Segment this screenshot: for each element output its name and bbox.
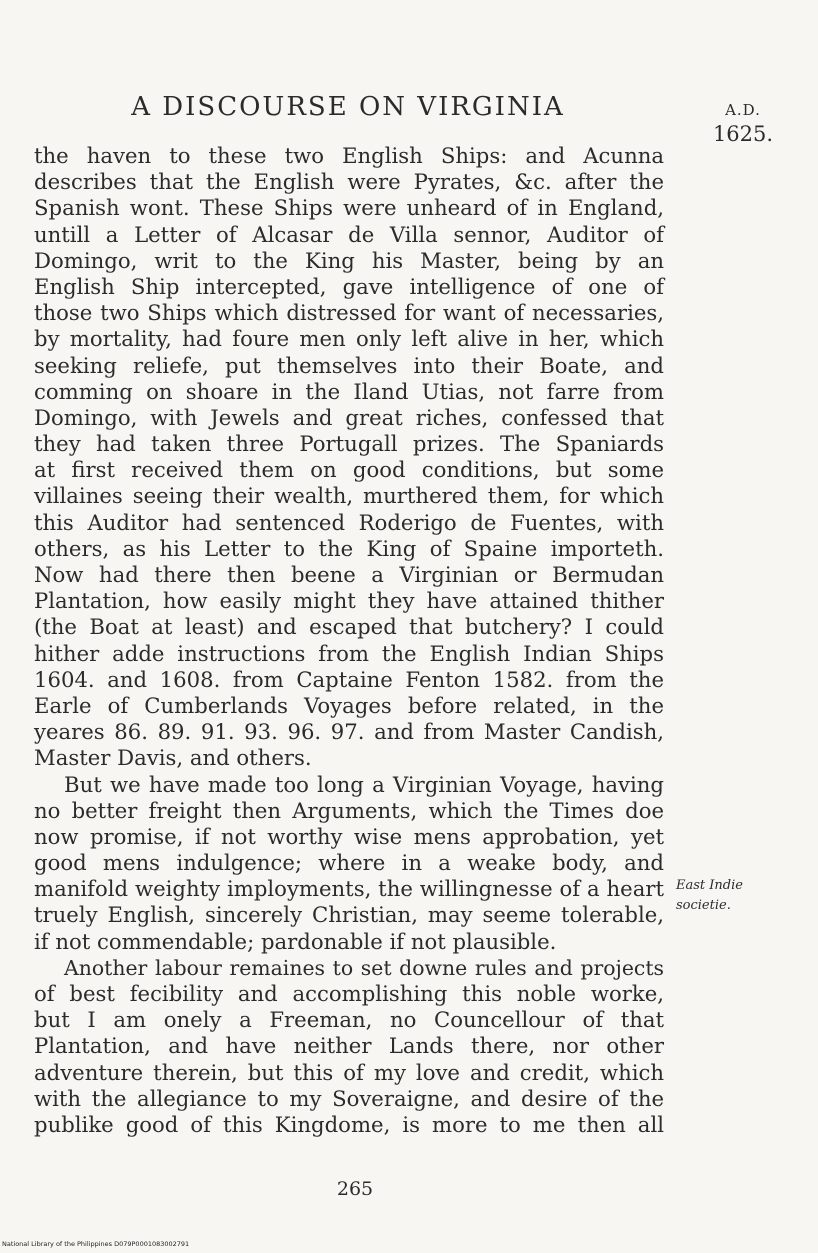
text-line: manifold weighty imployments, the willingnesse of a heart bbox=[34, 876, 664, 902]
text-line: villaines seeing their wealth, murthered them, for which bbox=[34, 483, 664, 509]
text-line: (the Boat at least) and escaped that butchery? I could bbox=[34, 614, 664, 640]
text-line: this Auditor had sentenced Roderigo de Fuentes, with bbox=[34, 509, 664, 535]
running-title: A DISCOURSE ON VIRGINIA bbox=[131, 92, 565, 122]
text-line: Plantation, how easily might they have attained thither bbox=[34, 588, 664, 614]
text-line: hither adde instructions from the English Indian Ships bbox=[34, 640, 664, 666]
text-line: by mortality, had foure men only left alive in her, which bbox=[34, 326, 664, 352]
margin-note-line: societie. bbox=[676, 898, 731, 913]
text-line: but I am onely a Freeman, no Councellour of that bbox=[34, 1007, 664, 1033]
text-line: Another labour remaines to set downe rules and projects bbox=[64, 955, 664, 980]
text-line: Domingo, with Jewels and great riches, confessed that bbox=[34, 404, 664, 430]
text-line: Master Davis, and others. bbox=[34, 745, 312, 771]
text-line: with the allegiance to my Soveraigne, and desire of the bbox=[34, 1085, 664, 1111]
margin-note bbox=[676, 876, 796, 916]
text-line: of best fecibility and accomplishing this noble worke, bbox=[34, 981, 664, 1006]
text-line: 1604. and 1608. from Captaine Fenton 1582. from the bbox=[34, 666, 664, 692]
text-line: publike good of this Kingdome, is more to me then all bbox=[34, 1111, 664, 1137]
text-line: if not commendable; pardonable if not plausible. bbox=[34, 928, 557, 954]
page-number: 265 bbox=[336, 1178, 374, 1200]
margin-note-line: East Indie bbox=[676, 878, 743, 893]
text-line: Plantation, and have neither Lands there, nor other bbox=[34, 1033, 664, 1059]
text-line: truely English, sincerely Christian, may seeme tolerable, bbox=[34, 902, 664, 928]
text-line: they had taken three Portugall prizes. The Spaniards bbox=[34, 431, 664, 457]
body-text bbox=[34, 143, 664, 1138]
text-line: But we have made too long a Virginian Voyage, having bbox=[64, 771, 664, 797]
scan-credit: National Library of the Philippines D079P0001083002791 bbox=[2, 1240, 190, 1248]
date-year: 1625. bbox=[712, 122, 774, 146]
text-line: no better freight then Arguments, which the Times doe bbox=[34, 797, 664, 823]
text-line: comming on shoare in the Iland Utias, not farre from bbox=[34, 378, 664, 404]
text-line: Now had there then beene a Virginian or Bermudan bbox=[34, 562, 664, 587]
text-line: yeares 86. 89. 91. 93. 96. 97. and from Master Candish, bbox=[34, 719, 664, 745]
text-line: others, as his Letter to the King of Spaine importeth. bbox=[34, 535, 664, 561]
text-line: untill a Letter of Alcasar de Villa sennor, Auditor of bbox=[34, 221, 664, 247]
text-line: good mens indulgence; where in a weake body, and bbox=[34, 850, 664, 876]
text-line: at first received them on good conditions, but some bbox=[34, 457, 664, 483]
text-line: adventure therein, but this of my love and credit, which bbox=[34, 1059, 664, 1085]
date-margin bbox=[708, 98, 778, 146]
text-line: now promise, if not worthy wise mens approbation, yet bbox=[34, 823, 664, 849]
text-line: those two Ships which distressed for want of necessaries, bbox=[34, 300, 664, 326]
text-line: describes that the English were Pyrates, &c. after the bbox=[34, 169, 664, 195]
text-line: English Ship intercepted, gave intelligence of one of bbox=[34, 273, 664, 299]
text-line: Spanish wont. These Ships were unheard of in England, bbox=[34, 195, 664, 221]
text-line: seeking reliefe, put themselves into their Boate, and bbox=[34, 352, 664, 378]
text-line: the haven to these two English Ships: and Acunna bbox=[34, 143, 664, 168]
text-line: Earle of Cumberlands Voyages before related, in the bbox=[34, 692, 664, 718]
text-line: Domingo, writ to the King his Master, being by an bbox=[34, 247, 664, 273]
date-era: A.D. bbox=[725, 101, 761, 119]
